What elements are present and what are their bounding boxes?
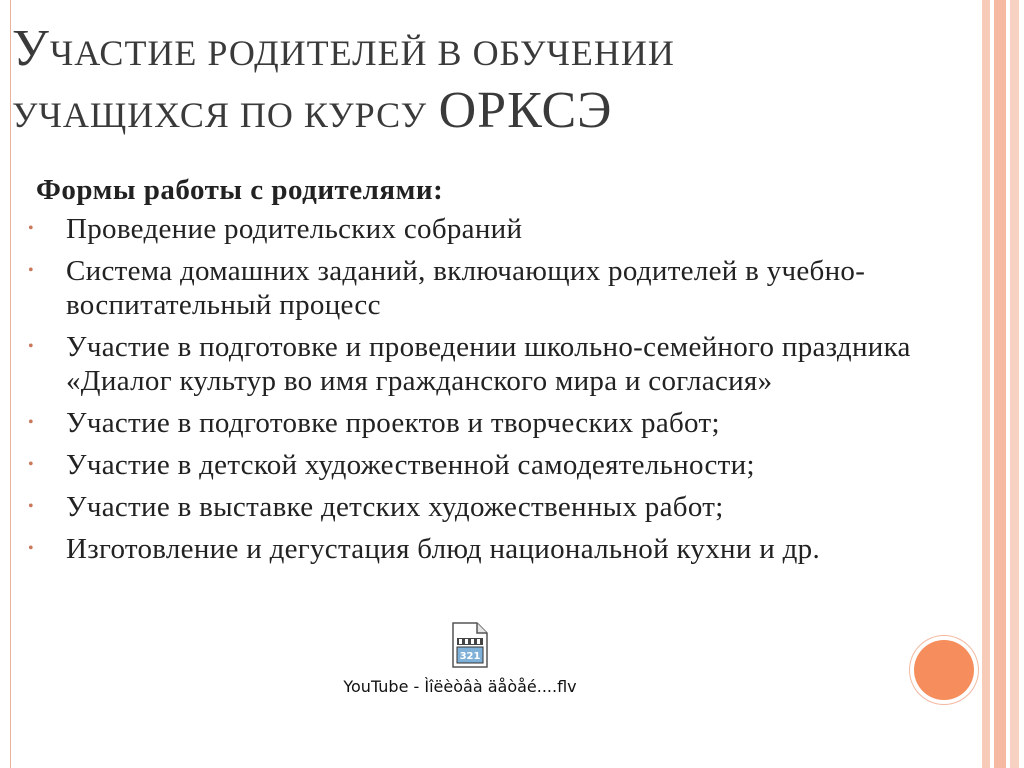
list-item: • Проведение родительских собраний (36, 212, 976, 246)
slide-title (12, 20, 912, 144)
title-initial: У (12, 20, 50, 77)
video-caption[interactable]: YouTube - Ìîëèòâà äåòåé....flv (343, 677, 577, 696)
list-item: • Участие в детской художественной самодеятельности; (36, 448, 976, 482)
title-line-1 (12, 20, 912, 82)
embedded-video[interactable] (300, 622, 620, 696)
right-decor-stripe (994, 0, 1006, 768)
right-decor-stripe (982, 0, 990, 768)
video-file-icon[interactable] (451, 622, 489, 668)
svg-text:321: 321 (459, 651, 481, 662)
title-acronym: ОРКСЭ (438, 82, 613, 139)
body-subheading: Формы работы с родителями: (36, 174, 444, 206)
right-decor-stripe (1010, 0, 1019, 768)
title-line-1-text: ЧАСТИЕ РОДИТЕЛЕЙ В ОБУЧЕНИИ (49, 33, 675, 73)
bullet-list (36, 212, 976, 566)
list-item: • Участие в подготовке проектов и творческих работ; (36, 406, 976, 440)
left-accent-line (10, 0, 11, 768)
list-item: • Изготовление и дегустация блюд национальной кухни и др. (36, 532, 976, 566)
list-item: • Участие в выставке детских художественных работ; (36, 490, 976, 524)
decor-circle (914, 640, 974, 700)
title-line-2 (12, 82, 912, 144)
list-item: • Система домашних заданий, включающих родителей в учебно-воспитательный процесс (36, 254, 976, 322)
list-item: • Участие в подготовке и проведении школьно-семейного праздника «Диалог культур во имя гражданского мира и согласия» (36, 330, 976, 398)
slide-body (36, 172, 976, 574)
title-line-2-text: УЧАЩИХСЯ ПО КУРСУ (12, 95, 428, 135)
